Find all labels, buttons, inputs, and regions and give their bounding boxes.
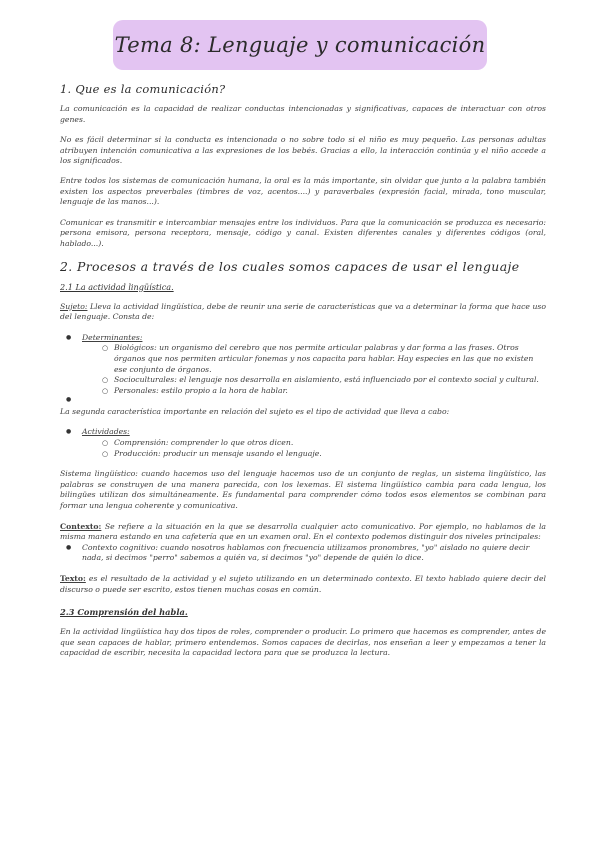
contexto-paragraph bbox=[60, 522, 546, 543]
document-title: Tema 8: Lenguaje y comunicación bbox=[114, 33, 486, 57]
sistema-paragraph: Sistema lingüístico: cuando hacemos uso del lenguaje hacemos uso de un conjunto de reglas, un sistema lingüístico, las palabras se construyen de una manera parecida, con los lexemas. El sistema lingüístico cambia para cada lengua, los bilingües utilizan dos simultáneamente. Es fundamental para comprender cómo todos esos elementos se combinan para formar una lengua coherente y comunicativa. bbox=[60, 469, 546, 511]
empty-bullet bbox=[60, 396, 546, 407]
contexto-text: Se refiere a la situación en la que se desarrolla cualquier acto comunicativo. Por ejemplo, no hablamos de la misma manera estando en una cafetería que en un examen oral. En el contexto podemos distinguir dos niveles principales: bbox=[60, 521, 546, 542]
actividades-label: Actividades: bbox=[82, 427, 130, 437]
determinantes-list bbox=[60, 333, 546, 397]
list-item: ○ Socioculturales: el lenguaje nos desarrolla en aislamiento, está influenciado por el contexto social y cultural. bbox=[82, 375, 546, 386]
list-item: ● Contexto cognitivo: cuando nosotros hablamos con frecuencia utilizamos pronombres, "yo" aislado no quiere decir nada, si decimos "perro" sabemos a quién va, si decimos "yo" depende de quién lo dice. bbox=[60, 543, 546, 564]
list-item bbox=[60, 333, 546, 397]
list-item bbox=[60, 427, 546, 459]
section-2-heading: 2. Procesos a través de los cuales somos capaces de usar el lenguaje bbox=[60, 258, 520, 274]
texto-label: Texto: bbox=[60, 574, 86, 583]
determinantes-sublist bbox=[82, 343, 546, 396]
section-1-paragraph-3: Entre todos los sistemas de comunicación humana, la oral es la más importante, sin olvidar que junto a la palabra también existen los aspectos preverbales (timbres de voz, acentos....) y paraverbales (expresión facial, mirada, tono muscular, lenguaje de las manos...). bbox=[60, 175, 546, 207]
section-1-paragraph-4: Comunicar es transmitir e intercambiar mensajes entre los individuos. Para que la comunicación se produzca es necesario: persona emisora, persona receptora, mensaje, código y canal. Existen diferentes canales y diferentes códigos (oral, hablado...). bbox=[60, 217, 546, 248]
subsection-2-3-heading: 2.3 Comprensión del habla. bbox=[60, 607, 188, 618]
section-1-heading: 1. Que es la comunicación? bbox=[60, 82, 226, 96]
contexto-list bbox=[60, 543, 546, 564]
sujeto-text: Lleva la actividad lingüística, debe de reunir una serie de características que va a determinar la forma que hace uso del lenguaje. Consta de: bbox=[60, 301, 546, 322]
document-content bbox=[60, 78, 546, 659]
list-item: ○ Producción: producir un mensaje usando el lenguaje. bbox=[82, 449, 546, 460]
actividades-list bbox=[60, 427, 546, 459]
contexto-label: Contexto: bbox=[60, 521, 102, 531]
comprension-paragraph: En la actividad lingüística hay dos tipos de roles, comprender o producir. Lo primero que hacemos es comprender, antes de que sean capaces de hablar, primero entendemos. Somos capaces de decirlas, nos enseñan a leer y empezamos a tener la capacidad de escribir, necesita la capacidad lectora para que se produzca la lectura. bbox=[60, 627, 546, 658]
actividades-sublist bbox=[82, 438, 546, 459]
list-item: ○ Comprensión: comprender lo que otros dicen. bbox=[82, 438, 546, 449]
subsection-2-1-heading: 2.1 La actividad lingüística. bbox=[60, 281, 174, 292]
determinantes-label: Determinantes: bbox=[82, 332, 143, 342]
list-item: ○ Biológicos: un organismo del cerebro que nos permite articular palabras y dar forma a las frases. Otros órganos que nos permiten articular fonemas y nos capacita para hablar. Hay especies en las que no existen ese conjunto de órganos. bbox=[82, 343, 546, 375]
sujeto-label: Sujeto: bbox=[60, 301, 88, 311]
section-1-paragraph-1: La comunicación es la capacidad de realizar conductas intencionadas y significativas, capaces de interactuar con otros genes. bbox=[60, 104, 546, 124]
texto-text: es el resultado de la actividad y el sujeto utilizando en un determinado contexto. El texto hablado quiere decir del discurso o puede ser escrito, estos tienen muchas cosas en común. bbox=[60, 574, 546, 594]
texto-paragraph bbox=[60, 574, 546, 595]
title-banner bbox=[113, 20, 487, 70]
section-1-paragraph-2: No es fácil determinar si la conducta es intencionada o no sobre todo si el niño es muy pequeño. Las personas adultas atribuyen intención comunicativa a las expresiones de los bebés. Gracias a ello, la interacción continúa y el niño accede a los significados. bbox=[60, 135, 546, 166]
segunda-paragraph: La segunda característica importante en relación del sujeto es el tipo de actividad que lleva a cabo: bbox=[60, 406, 450, 416]
sujeto-paragraph bbox=[60, 302, 546, 323]
list-item: ○ Personales: estilo propio a la hora de hablar. bbox=[82, 386, 546, 397]
